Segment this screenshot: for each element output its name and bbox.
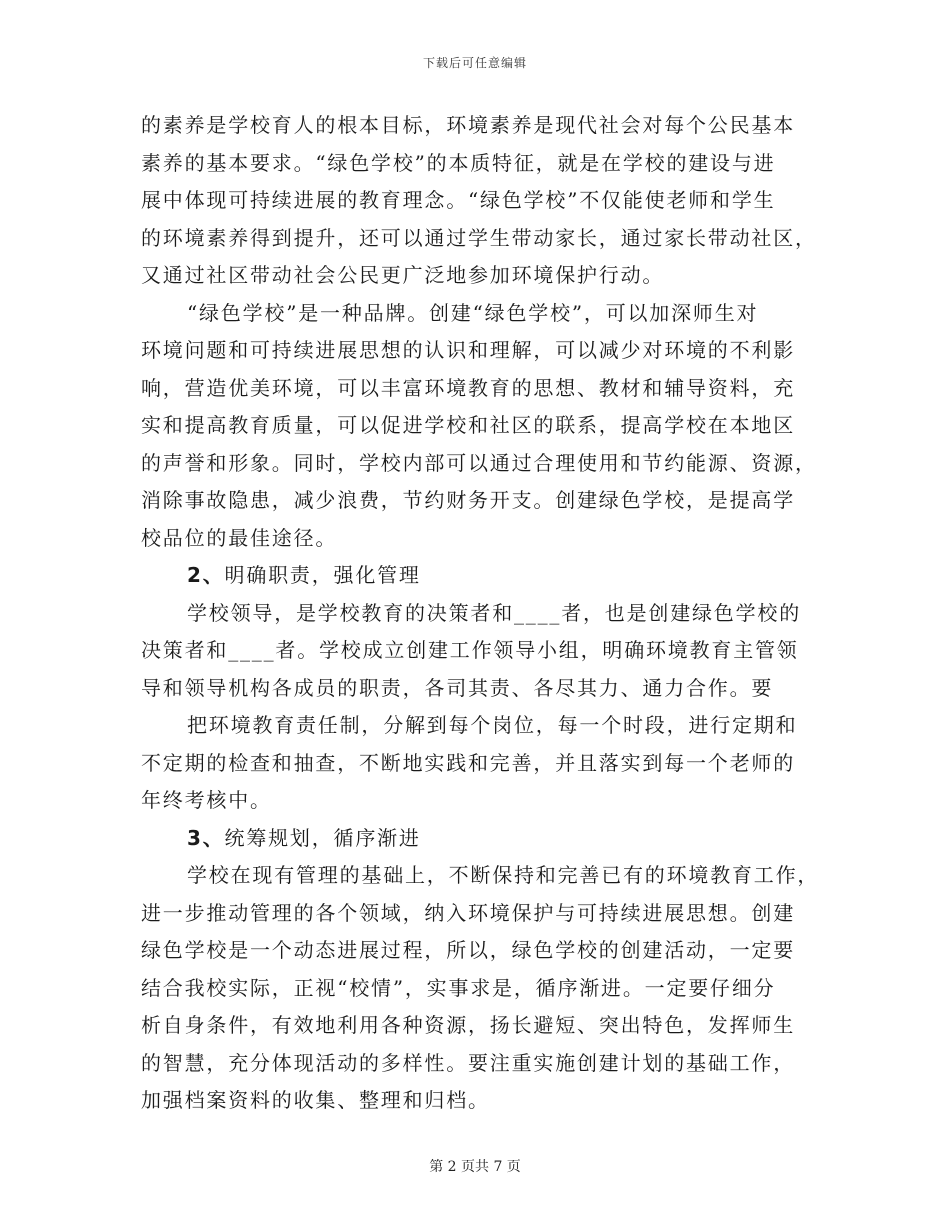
- paragraph-line: 又通过社区带动社会公民更广泛地参加环境保护行动。: [141, 263, 665, 287]
- paragraph-line: 年终考核中。: [141, 788, 272, 812]
- paragraph-line: 的智慧，充分体现活动的多样性。要注重实施创建计划的基础工作，: [141, 1050, 795, 1075]
- paragraph-line: 消除事故隐患，减少浪费，节约财务开支。创建绿色学校，是提高学: [141, 488, 795, 512]
- paragraph-line: 展中体现可持续进展的教育理念。“绿色学校”不仅能使老师和学生: [141, 188, 776, 212]
- paragraph-line: 学校在现有管理的基础上，不断保持和完善已有的环境教育工作，: [187, 863, 820, 887]
- document-body: [141, 107, 820, 1120]
- paragraph-line: 把环境教育责任制，分解到每个岗位，每一个时段，进行定期和: [187, 713, 798, 737]
- paragraph-line: 绿色学校是一个动态进展过程，所以，绿色学校的创建活动，一定要: [141, 938, 795, 962]
- paragraph-line: 导和领导机构各成员的职责，各司其责、各尽其力、通力合作。要: [141, 675, 774, 700]
- section-title: 统筹规划，循序渐进: [224, 825, 421, 850]
- section-number: 2、: [187, 563, 225, 587]
- paragraph-line: 素养的基本要求。“绿色学校”的本质特征，就是在学校的建设与进: [141, 150, 776, 175]
- section-heading-3: [141, 820, 811, 858]
- paragraph-line: 的声誉和形象。同时，学校内部可以通过合理使用和节约能源、资源，: [141, 450, 817, 475]
- paragraph-line: 加强档案资料的收集、整理和归档。: [141, 1088, 490, 1112]
- page-footer: 第 2 页共 7 页: [429, 1159, 521, 1175]
- paragraph-line: 响，营造优美环境，可以丰富环境教育的思想、教材和辅导资料，充: [141, 375, 795, 400]
- paragraph-line: 决策者和____者。学校成立创建工作领导小组，明确环境教育主管领: [141, 638, 799, 662]
- section-heading-2: [141, 557, 811, 595]
- paragraph-line: 的素养是学校育人的根本目标，环境素养是现代社会对每个公民基本: [141, 113, 795, 137]
- paragraph-line: 结合我校实际，正视“校情”，实事求是，循序渐进。一定要仔细分: [141, 975, 776, 1000]
- paragraph-line: 析自身条件，有效地利用各种资源，扬长避短、突出特色，发挥师生: [141, 1013, 795, 1037]
- page-header: 下载后可任意编辑: [422, 56, 527, 70]
- paragraph-line: 环境问题和可持续进展思想的认识和理解，可以减少对环境的不利影: [141, 338, 795, 362]
- paragraph-line: 学校领导，是学校教育的决策者和____者，也是创建绿色学校的: [187, 600, 801, 625]
- paragraph-line: 校品位的最佳途径。: [141, 525, 338, 550]
- paragraph-line: “绿色学校”是一种品牌。创建“绿色学校”，可以加深师生对: [187, 300, 759, 325]
- paragraph-line: 实和提高教育质量，可以促进学校和社区的联系，提高学校在本地区: [141, 413, 795, 437]
- paragraph-line: 进一步推动管理的各个领域，纳入环境保护与可持续进展思想。创建: [141, 900, 795, 925]
- section-number: 3、: [187, 825, 225, 850]
- paragraph-line: 的环境素养得到提升，还可以通过学生带动家长，通过家长带动社区，: [141, 225, 817, 250]
- section-title: 明确职责，强化管理: [224, 563, 421, 587]
- paragraph-line: 不定期的检查和抽查，不断地实践和完善，并且落实到每一个老师的: [141, 750, 795, 775]
